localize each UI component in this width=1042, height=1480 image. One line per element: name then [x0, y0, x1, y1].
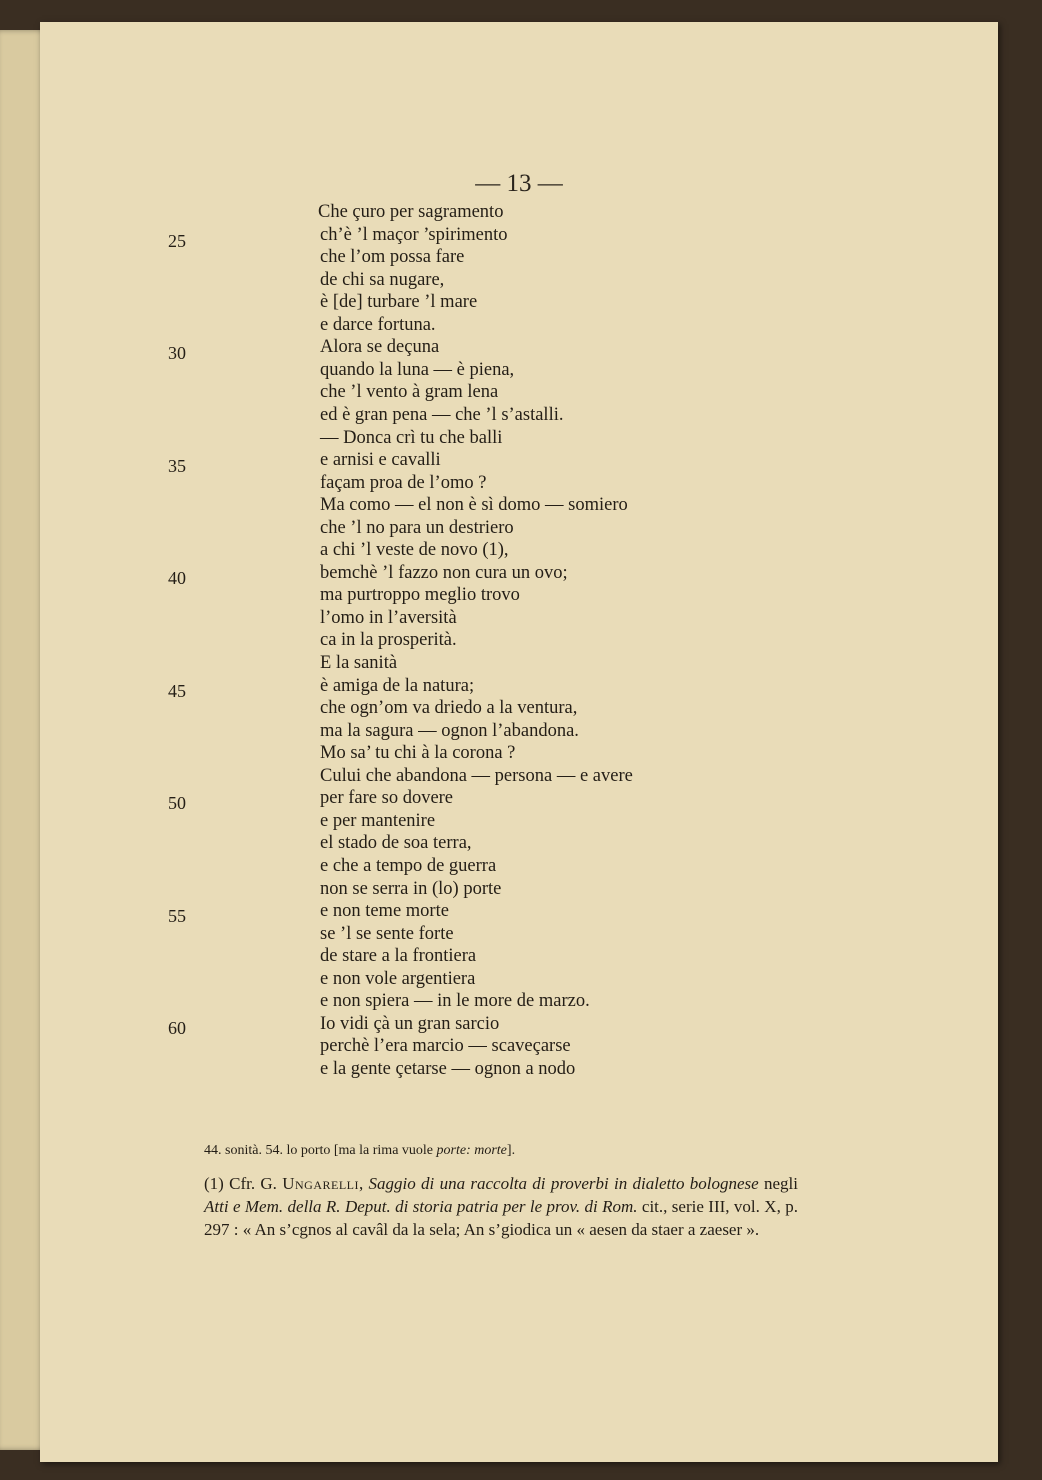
footnote-sep2: negli [758, 1174, 799, 1193]
verse-line: e che a tempo de guerra [320, 855, 497, 876]
verse-line: è amiga de la natura; [320, 675, 475, 696]
verse-line: ma purtroppo meglio trovo [320, 585, 520, 606]
verse-line: e la gente çetarse — ognon a nodo [320, 1058, 576, 1079]
verse-line: che ogn’om va driedo a la ventura, [320, 698, 578, 719]
verse-line: perchè l’era marcio — scaveçarse [320, 1036, 571, 1057]
verse-line: e non vole argentiera [320, 968, 476, 989]
line-number: 60 [168, 1018, 186, 1038]
verse-line: Alora se deçuna [320, 337, 440, 358]
footnote-author: Ungarelli [282, 1174, 359, 1193]
verse-line: E la sanità [320, 653, 398, 673]
verse-line: e non spiera — in le more de marzo. [320, 991, 590, 1012]
verse-line: che ’l no para un destriero [320, 517, 514, 538]
verse-line: l’omo in l’aversità [320, 607, 457, 628]
verse-line: Cului che abandona — persona — e avere [320, 765, 633, 786]
line-number: 35 [168, 456, 186, 476]
verse-line: de stare a la frontiera [320, 946, 477, 967]
footnote-mark: (1) Cfr. G. [204, 1174, 283, 1193]
line-number: 45 [168, 681, 186, 701]
verse-line: e darce fortuna. [320, 314, 436, 335]
verse-line: per fare so dovere [320, 788, 454, 809]
verse-line: e non teme morte [320, 901, 449, 922]
line-number: 55 [168, 906, 186, 926]
line-number: 30 [168, 343, 186, 363]
verse-line: a chi ’l veste de novo (1), [320, 540, 509, 561]
verse-line: quando la luna — è piena, [320, 359, 515, 380]
line-number: 50 [168, 793, 186, 813]
verse-line: che l’om possa fare [320, 247, 465, 268]
page-number: — 13 — [475, 170, 563, 197]
verse-line: e per mantenire [320, 810, 436, 831]
verse-line: — Donca crì tu che balli [320, 427, 503, 448]
variants-close: ]. [506, 1143, 516, 1158]
verse-line: che ’l vento à gram lena [320, 382, 499, 403]
verse-line: Mo sa’ tu chi à la corona ? [320, 743, 516, 764]
footnote [204, 1172, 798, 1241]
verse-line: se ’l se sente forte [320, 923, 454, 944]
verse-line: el stado de soa terra, [320, 833, 472, 854]
verse-line: bemchè ’l fazzo non cura un ovo; [320, 562, 568, 583]
footnote-journal: Atti e Mem. della R. Deput. di storia patria per le prov. di Rom. [204, 1197, 638, 1216]
verse-line: ch’è ’l maçor ’spirimento [320, 224, 508, 245]
verse-line: ed è gran pena — che ’l s’astalli. [320, 404, 564, 425]
verse-line: Ma como — el non è sì domo — somiero [320, 495, 628, 516]
verse-line: ma la sagura — ognon l’abandona. [320, 720, 579, 741]
line-number: 40 [168, 568, 186, 588]
verse-line: e arnisi e cavalli [320, 450, 441, 471]
footnote-title: Saggio di una raccolta di proverbi in dialetto bolognese [368, 1174, 759, 1193]
book-page [40, 22, 998, 1462]
verse-line: non se serra in (lo) porte [320, 878, 502, 899]
variants-rhyme: porte: morte [436, 1143, 507, 1158]
verse-line: Io vidi çà un gran sarcio [320, 1013, 500, 1034]
footnote-sep: , [358, 1174, 369, 1193]
verse-line: Che çuro per sagramento [318, 202, 504, 222]
textual-variants [204, 1143, 515, 1159]
line-number: 25 [168, 231, 186, 251]
verse-line: è [de] turbare ’l mare [320, 292, 478, 313]
verse-line: façam proa de l’omo ? [320, 472, 487, 493]
verse-line: de chi sa nugare, [320, 269, 445, 290]
verse-line: ca in la prosperità. [320, 630, 457, 651]
footnote-citation: cit., serie III, vol. X, p. 297 : « An s’cgnos al cavâl da la sela; An s’giodica un « aesen da staer a zaeser ». [204, 1197, 798, 1239]
variants-text: 44. sonità. 54. lo porto [ma la rima vuole [204, 1143, 437, 1158]
